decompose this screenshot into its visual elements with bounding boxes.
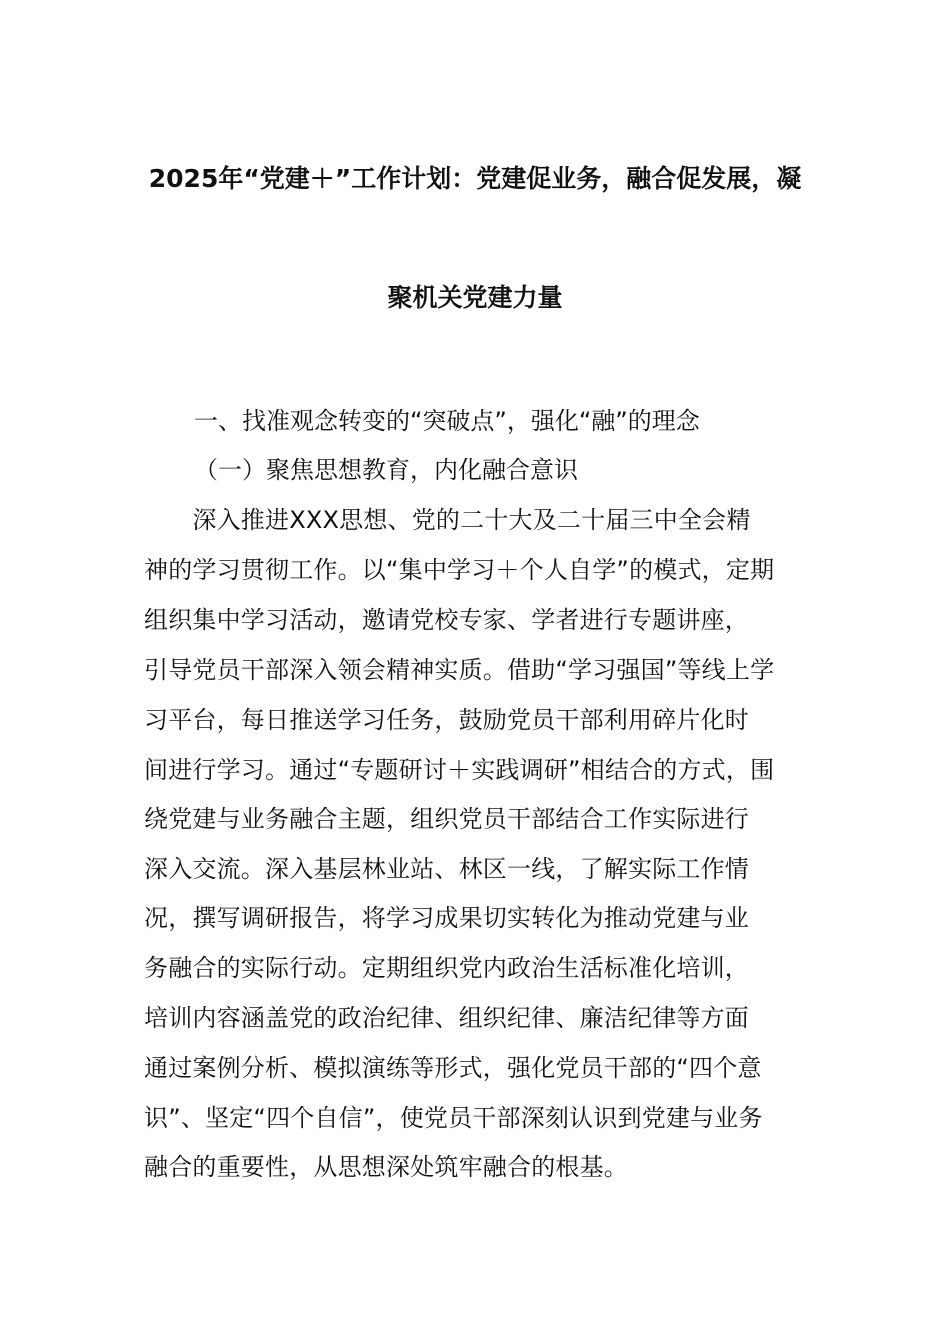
paragraph-line: 融合的重要性，从思想深处筑牢融合的根基。 [144,1153,628,1181]
paragraph-line: 识”、坚定“四个自信”，使党员干部深刻认识到党建与业务 [144,1104,763,1132]
paragraph-line: 务融合的实际行动。定期组织党内政治生活标准化培训， [144,954,749,982]
paragraph-line: 深入推进XXX思想、党的二十大及二十届三中全会精 [144,506,751,534]
paragraph-line: 神的学习贯彻工作。以“集中学习＋个人自学”的模式，定期 [144,556,775,584]
paragraph-line: 培训内容涵盖党的政治纪律、组织纪律、廉洁纪律等方面 [144,1004,749,1032]
section-heading-1: 一、找准观念转变的“突破点”，强化“融”的理念 [194,407,700,435]
paragraph-line: 习平台，每日推送学习任务，鼓励党员干部利用碎片化时 [144,706,749,734]
paragraph-line: 组织集中学习活动，邀请党校专家、学者进行专题讲座， [144,606,749,634]
paragraph-line: 间进行学习。通过“专题研讨＋实践调研”相结合的方式，围 [144,756,775,784]
paragraph-line: 绕党建与业务融合主题，组织党员干部结合工作实际进行 [144,805,749,833]
subsection-heading-1: （一）聚焦思想教育，内化融合意识 [194,456,578,484]
paragraph-line: 通过案例分析、模拟演练等形式，强化党员干部的“四个意 [144,1054,762,1082]
paragraph-line: 深入交流。深入基层林业站、林区一线，了解实际工作情 [144,855,749,883]
paragraph-line: 况，撰写调研报告，将学习成果切实转化为推动党建与业 [144,904,749,932]
paragraph-line: 引导党员干部深入领会精神实质。借助“学习强国”等线上学 [144,656,775,684]
document-title-line-2: 聚机关党建力量 [387,283,563,312]
document-title-line-1: 2025年“党建＋”工作计划：党建促业务，融合促发展，凝 [148,164,802,193]
